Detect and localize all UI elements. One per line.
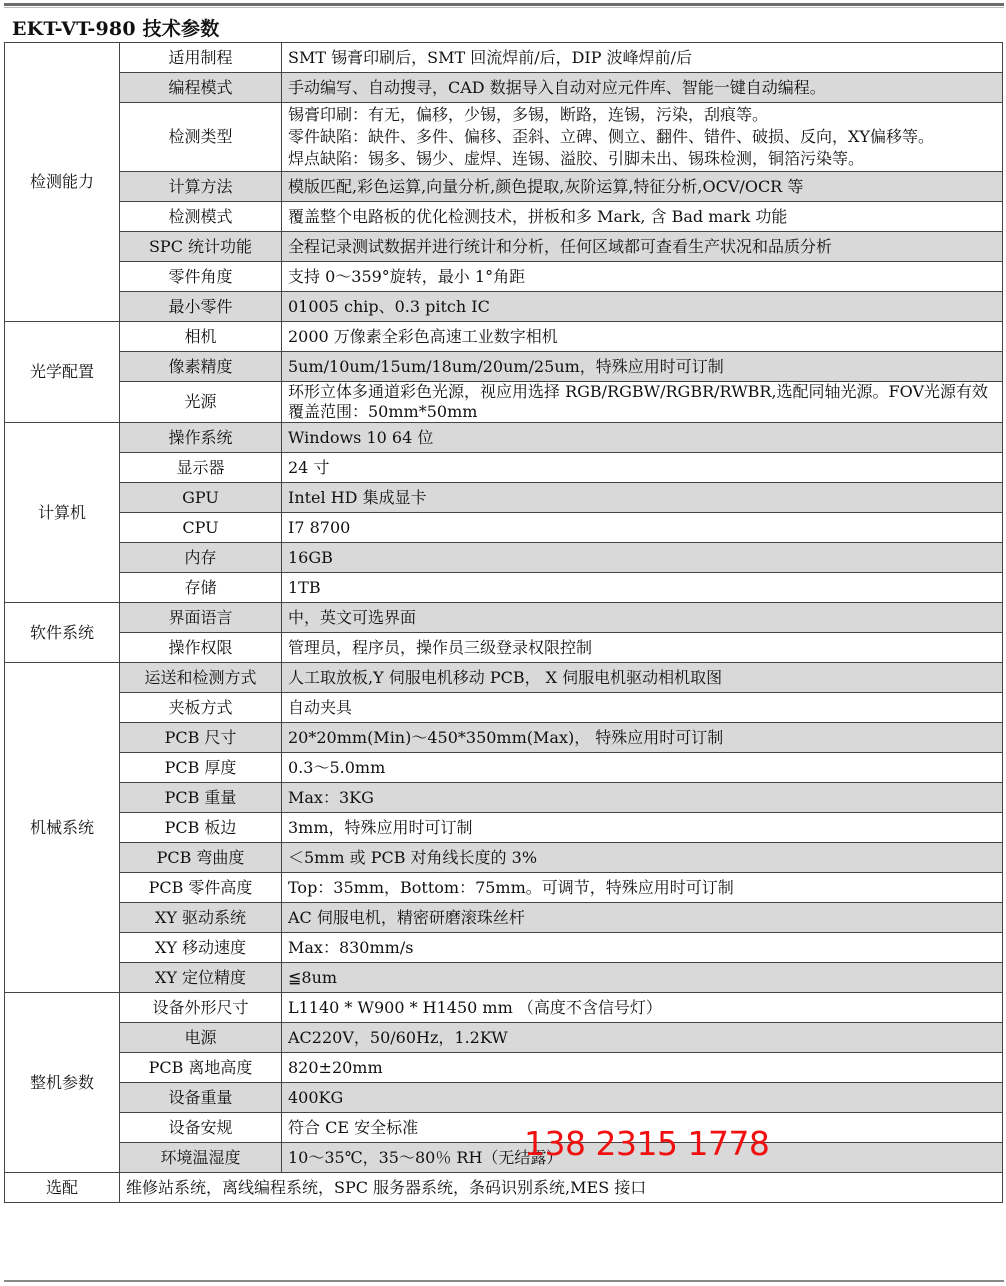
spec-row [5,903,1003,933]
spec-row [5,513,1003,543]
spec-value: 环形立体多通道彩色光源，视应用选择 RGB/RGBW/RGBR/RWBR,选配同轴光源。FOV光源有效覆盖范围：50mm*50mm [282,382,1003,423]
spec-label: 界面语言 [120,603,282,633]
spec-value: 5um/10um/15um/18um/20um/25um，特殊应用时可订制 [282,352,1003,382]
spec-row [5,43,1003,73]
spec-value: 16GB [282,543,1003,573]
spec-row [5,483,1003,513]
phone-number: 138 2315 1778 [524,1124,770,1163]
spec-row [5,262,1003,292]
spec-value: Max：3KG [282,783,1003,813]
spec-label: XY 定位精度 [120,963,282,993]
spec-value: 人工取放板,Y 伺服电机移动 PCB， X 伺服电机驱动相机取图 [282,663,1003,693]
spec-value: 24 寸 [282,453,1003,483]
spec-row [5,1143,1003,1173]
spec-row [5,753,1003,783]
spec-row [5,993,1003,1023]
spec-table-body [5,43,1003,1203]
spec-label: 零件角度 [120,262,282,292]
spec-value: Max：830mm/s [282,933,1003,963]
options-row [5,1173,1003,1203]
spec-row [5,933,1003,963]
spec-label: PCB 厚度 [120,753,282,783]
spec-label: 显示器 [120,453,282,483]
spec-label: 相机 [120,322,282,352]
section-category: 软件系统 [5,603,120,663]
section-category: 机械系统 [5,663,120,993]
spec-label: 操作系统 [120,423,282,453]
spec-row [5,963,1003,993]
spec-value: Windows 10 64 位 [282,423,1003,453]
options-value: 维修站系统，离线编程系统，SPC 服务器系统，条码识别系统,MES 接口 [120,1173,1003,1203]
spec-value-line: 零件缺陷：缺件、多件、偏移、歪斜、立碑、侧立、翻件、错件、破损、反向，XY偏移等。 [288,127,934,146]
spec-row [5,1023,1003,1053]
spec-row [5,543,1003,573]
page-title: EKT-VT-980 技术参数 [12,18,220,40]
spec-label: PCB 板边 [120,813,282,843]
spec-row [5,292,1003,322]
spec-value: AC220V，50/60Hz，1.2KW [282,1023,1003,1053]
top-rule-thin [4,7,1004,8]
top-rule [4,3,1004,6]
spec-row [5,172,1003,202]
spec-row [5,1113,1003,1143]
spec-label: SPC 统计功能 [120,232,282,262]
spec-value: 20*20mm(Min)～450*350mm(Max)， 特殊应用时可订制 [282,723,1003,753]
spec-label: 检测类型 [120,103,282,172]
spec-label: PCB 零件高度 [120,873,282,903]
spec-label: 操作权限 [120,633,282,663]
spec-row [5,322,1003,352]
spec-label: 适用制程 [120,43,282,73]
spec-row [5,573,1003,603]
spec-value: 400KG [282,1083,1003,1113]
spec-label: 最小零件 [120,292,282,322]
spec-label: CPU [120,513,282,543]
spec-value: I7 8700 [282,513,1003,543]
spec-label: GPU [120,483,282,513]
spec-row [5,783,1003,813]
spec-label: 运送和检测方式 [120,663,282,693]
spec-value: 中，英文可选界面 [282,603,1003,633]
spec-value: 模版匹配,彩色运算,向量分析,颜色提取,灰阶运算,特征分析,OCV/OCR 等 [282,172,1003,202]
section-category: 检测能力 [5,43,120,322]
spec-value: 自动夹具 [282,693,1003,723]
spec-label: PCB 尺寸 [120,723,282,753]
spec-row [5,202,1003,232]
spec-value-line: 焊点缺陷：锡多、锡少、虚焊、连锡、溢胶、引脚未出、锡珠检测，铜箔污染等。 [288,149,865,168]
spec-row [5,1083,1003,1113]
spec-value: 支持 0～359°旋转，最小 1°角距 [282,262,1003,292]
spec-value: 符合 CE 安全标准 [282,1113,1003,1143]
bottom-rule [4,1280,1004,1282]
spec-value [282,103,1003,172]
section-category: 计算机 [5,423,120,603]
spec-value: SMT 锡膏印刷后，SMT 回流焊前/后，DIP 波峰焊前/后 [282,43,1003,73]
spec-value: ＜5mm 或 PCB 对角线长度的 3% [282,843,1003,873]
spec-label: 检测模式 [120,202,282,232]
spec-row [5,663,1003,693]
spec-row [5,382,1003,423]
spec-value: AC 伺服电机，精密研磨滚珠丝杆 [282,903,1003,933]
spec-row [5,843,1003,873]
spec-value: Intel HD 集成显卡 [282,483,1003,513]
spec-row [5,453,1003,483]
spec-label: 光源 [120,382,282,423]
spec-label: PCB 离地高度 [120,1053,282,1083]
spec-row [5,693,1003,723]
spec-row [5,603,1003,633]
spec-label: 内存 [120,543,282,573]
spec-label: PCB 重量 [120,783,282,813]
spec-label: 存储 [120,573,282,603]
spec-value: 1TB [282,573,1003,603]
spec-value: ≦8um [282,963,1003,993]
spec-value: 820±20mm [282,1053,1003,1083]
spec-row [5,73,1003,103]
spec-label: 编程模式 [120,73,282,103]
spec-label: 夹板方式 [120,693,282,723]
spec-label: PCB 弯曲度 [120,843,282,873]
spec-row [5,103,1003,172]
spec-label: 像素精度 [120,352,282,382]
spec-row [5,723,1003,753]
section-category: 整机参数 [5,993,120,1173]
section-category: 光学配置 [5,322,120,423]
options-category: 选配 [5,1173,120,1203]
spec-value: 10～35℃，35～80％ RH（无结露） [282,1143,1003,1173]
spec-row [5,352,1003,382]
spec-label: XY 移动速度 [120,933,282,963]
spec-label: 环境温湿度 [120,1143,282,1173]
spec-row [5,423,1003,453]
spec-row [5,813,1003,843]
spec-label: 设备重量 [120,1083,282,1113]
spec-value: 全程记录测试数据并进行统计和分析，任何区域都可查看生产状况和品质分析 [282,232,1003,262]
spec-label: 设备安规 [120,1113,282,1143]
spec-table [4,42,1003,1203]
spec-row [5,873,1003,903]
spec-value: 手动编写、自动搜寻，CAD 数据导入自动对应元件库、智能一键自动编程。 [282,73,1003,103]
spec-value-line: 锡膏印刷：有无，偏移，少锡，多锡，断路，连锡，污染，刮痕等。 [288,105,769,124]
spec-value: 01005 chip、0.3 pitch IC [282,292,1003,322]
spec-value: 2000 万像素全彩色高速工业数字相机 [282,322,1003,352]
spec-value: L1140 * W900 * H1450 mm （高度不含信号灯） [282,993,1003,1023]
spec-value: 管理员，程序员，操作员三级登录权限控制 [282,633,1003,663]
spec-row [5,633,1003,663]
spec-label: 设备外形尺寸 [120,993,282,1023]
spec-label: XY 驱动系统 [120,903,282,933]
spec-value: 0.3～5.0mm [282,753,1003,783]
spec-row [5,1053,1003,1083]
spec-label: 计算方法 [120,172,282,202]
spec-value: 3mm，特殊应用时可订制 [282,813,1003,843]
spec-value: 覆盖整个电路板的优化检测技术，拼板和多 Mark, 含 Bad mark 功能 [282,202,1003,232]
spec-label: 电源 [120,1023,282,1053]
spec-value: Top：35mm，Bottom：75mm。可调节，特殊应用时可订制 [282,873,1003,903]
spec-row [5,232,1003,262]
